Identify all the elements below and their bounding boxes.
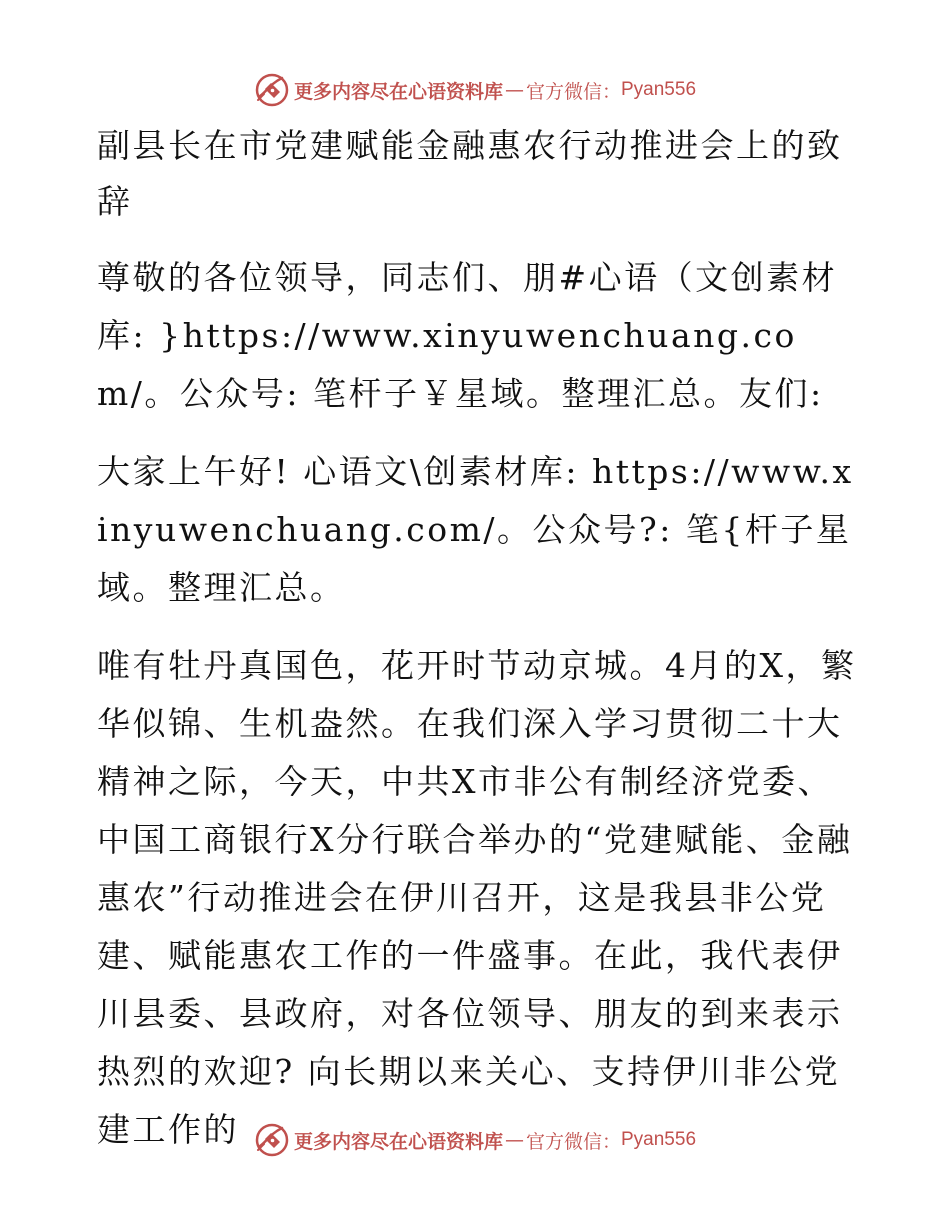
footer-watermark — [0, 1120, 950, 1160]
watermark-wechat-id: Pyan556 — [621, 1129, 697, 1150]
watermark-separator: — — [504, 1129, 524, 1151]
watermark-wechat-id: Pyan556 — [621, 79, 697, 100]
watermark-official-label: 官方微信： — [525, 1130, 621, 1153]
paragraph-main: 唯有牡丹真国色，花开时节动京城。4月的X，繁华似锦、生机盎然。在我们深入学习贯彻二十大精神之际，今天，中共X市非公有制经济党委、中国工商银行X分行联合举办的“党建赋能、金融惠农”行动推进会在伊川召开，这是我县非公党建、赋能惠农工作的一件盛事。在此，我代表伊川县委、县政府，对各位领导、朋友的到来表示热烈的欢迎? 向长期以来关心、支持伊川非公党建工作的 — [97, 646, 857, 1149]
paragraph-good-morning: 大家上午好! 心语文\创素材库: https://www.xinyuwenchuang.com/。公众号?: 笔{杆子星域。整理汇总。 — [97, 452, 854, 607]
pen-nib-logo-icon — [254, 72, 290, 108]
document-body — [97, 118, 857, 1159]
watermark-text: 更多内容尽在心语资料库 — [293, 1130, 503, 1153]
watermark-official-label: 官方微信： — [525, 80, 621, 103]
paragraph-greeting: 尊敬的各位领导，同志们、朋#心语（文创素材库: }https://www.xinyuwenchuang.com/。公众号: 笔杆子￥星域。整理汇总。友们: — [97, 258, 838, 413]
document-title: 副县长在市党建赋能金融惠农行动推进会上的致辞 — [97, 126, 843, 221]
pen-nib-logo-icon — [254, 1122, 290, 1158]
watermark-separator: — — [504, 79, 524, 101]
watermark-text: 更多内容尽在心语资料库 — [293, 80, 503, 103]
header-watermark — [0, 70, 950, 110]
